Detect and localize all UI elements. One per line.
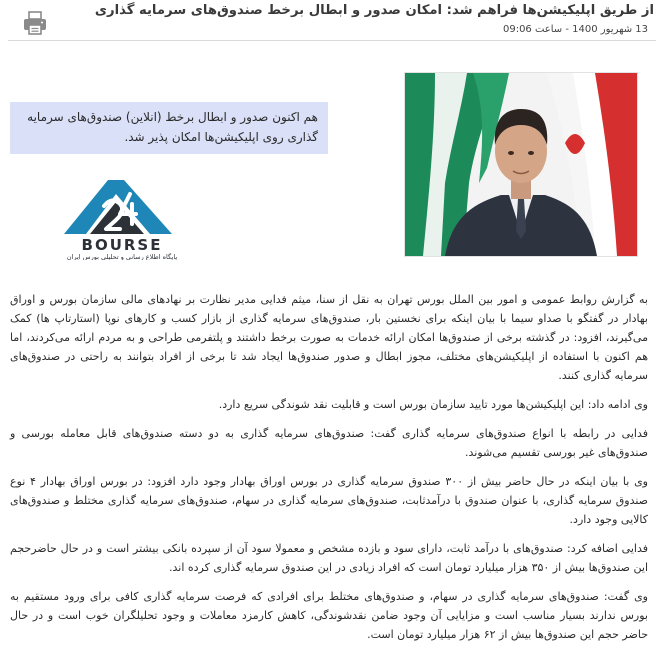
article-header — [0, 0, 664, 40]
logo-wordmark: BOURSE — [81, 236, 163, 254]
bourse-logo — [50, 176, 194, 260]
paragraph: وی با بیان اینکه در حال حاضر بیش از ۳۰۰ صندوق سرمایه گذاری در بورس اوراق بهادار وجود دارد افزود: در بورس اوراق بهادار ۴ نوع صندوق سرمایه گذاری، با عنوان صندوق با درآمدثابت، صندوق‌های سرمایه گذاری در سهام، صندوق‌های سرمایه گذاری مختلط و صندوق‌های کالایی وجود دارد. — [10, 475, 648, 526]
paragraph: وی ادامه داد: این اپلیکیشن‌ها مورد تایید سازمان بورس است و قابلیت نقد شوندگی سریع دارد. — [218, 398, 648, 411]
official-portrait-image — [405, 73, 637, 256]
printer-icon — [22, 10, 48, 36]
lead-summary: هم اکنون صدور و ابطال برخط (انلاین) صندوق‌های سرمایه گذاری روی اپلیکیشن‌ها امکان پذیر شد. — [10, 102, 328, 154]
paragraph: فدایی اضافه کرد: صندوق‌های با درآمد ثابت، دارای سود و بازده مشخص و معمولا سود آن از سپرده بانکی بیشتر است و در حال حاضرحجم این صندوق‌ها بیش از ۳۵۰ هزار میلیارد تومان است که افراد زیادی در این صندوق سرمایه گذاری کرده اند. — [10, 542, 648, 574]
publish-date: 13 شهریور 1400 - ساعت 09:06 — [502, 24, 648, 35]
article-body — [10, 290, 648, 654]
logo-tagline: پایگاه اطلاع رسانی و تحلیلی بورس ایران — [66, 253, 178, 260]
paragraph: به گزارش روابط عمومی و امور بین الملل بورس تهران به نقل از سنا، میثم فدایی مدیر نظارت بر نهادهای مالی سازمان بورس و اوراق بهادار در گفتگو با صداو سیما با بیان اینکه برای نخستین بار، صندوق‌های سرمایه گذاری از بازار کسب و کارهای نوپا (استارتاپ ها) کمک می‌گیرند، افزود: در گذشته برخی از صندوق‌ها امکان ارائه خدمات به صورت برخط داشتند و پلتفرمی طراحی و به مردم ارائه می‌کردند، اما هم اکنون با استفاده از اپلیکیشن‌های مختلف، مجوز ابطال و صدور صندوق‌ها ایجاد شد تا برخی از افراد بتوانند به راحتی در صندوق‌های سرمایه گذاری کنند. — [10, 293, 648, 382]
paragraph: فدایی در رابطه با انواع صندوق‌های سرمایه گذاری گفت: صندوق‌های سرمایه گذاری به دو دسته صندوق‌های قابل معامله بورسی و صندوق‌های غیر بورسی تقسیم می‌شوند. — [10, 427, 648, 459]
article-title: از طریق اپلیکیشن‌ها فراهم شد: امکان صدور و ابطال برخط صندوق‌های سرمایه گذاری — [94, 3, 654, 18]
bourse-logo-mark — [50, 176, 194, 260]
paragraph: وی گفت: صندوق‌های سرمایه گذاری در سهام، و صندوق‌های مختلط برای افرادی که فرصت سرمایه گذاری کافی برای ورود مستقیم به بورس ندارند بسیار مناسب است و مزایایی آن وجود ضامن نقدشوندگی، کاهش کارمزد معاملات و وجود تحلیلگران خوب است و در حال حاضر حجم این صندوق‌ها بیش از ۶۲ هزار میلیارد تومان است. — [10, 590, 648, 641]
article-photo — [404, 72, 638, 257]
header-divider — [8, 40, 656, 41]
print-button[interactable] — [22, 10, 48, 36]
